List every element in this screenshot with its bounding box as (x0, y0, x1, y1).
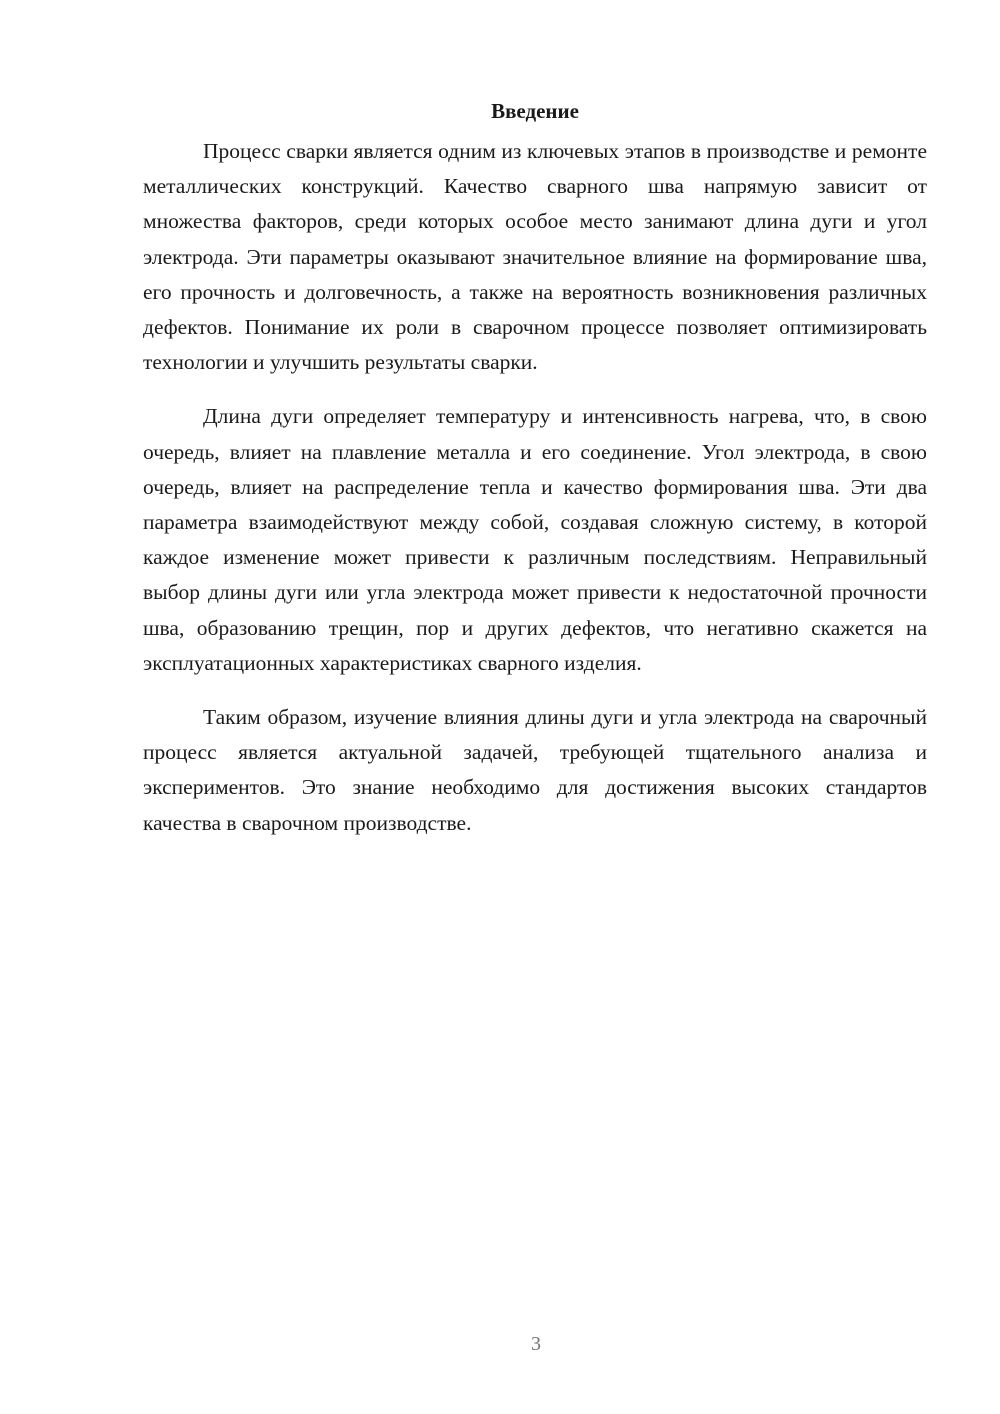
paragraph-3: Таким образом, изучение влияния длины дуги и угла электрода на сварочный процесс является актуальной задачей, требующей тщательного анализа и экспериментов. Это знание необходимо для достижения высоких стандартов качества в сварочном производстве. (143, 705, 927, 835)
page-number: 3 (531, 1333, 541, 1355)
document-body (143, 96, 927, 860)
paragraph-1: Процесс сварки является одним из ключевых этапов в производстве и ремонте металлических конструкций. Качество сварного шва напрямую зависит от множества факторов, среди которых особое место занимают длина дуги и угол электрода. Эти параметры оказывают значительное влияние на формирование шва, его прочность и долговечность, а также на вероятность возникновения различных дефектов. Понимание их роли в сварочном процессе позволяет оптимизировать технологии и улучшить результаты сварки. (143, 139, 927, 375)
paragraph-2: Длина дуги определяет температуру и интенсивность нагрева, что, в свою очередь, влияет на плавление металла и его соединение. Угол электрода, в свою очередь, влияет на распределение тепла и качество формирования шва. Эти два параметра взаимодействуют между собой, создавая сложную систему, в которой каждое изменение может привести к различным последствиям. Неправильный выбор длины дуги или угла электрода может привести к недостаточной прочности шва, образованию трещин, пор и других дефектов, что негативно скажется на эксплуатационных характеристиках сварного изделия. (143, 404, 927, 675)
section-heading: Введение (491, 99, 579, 123)
